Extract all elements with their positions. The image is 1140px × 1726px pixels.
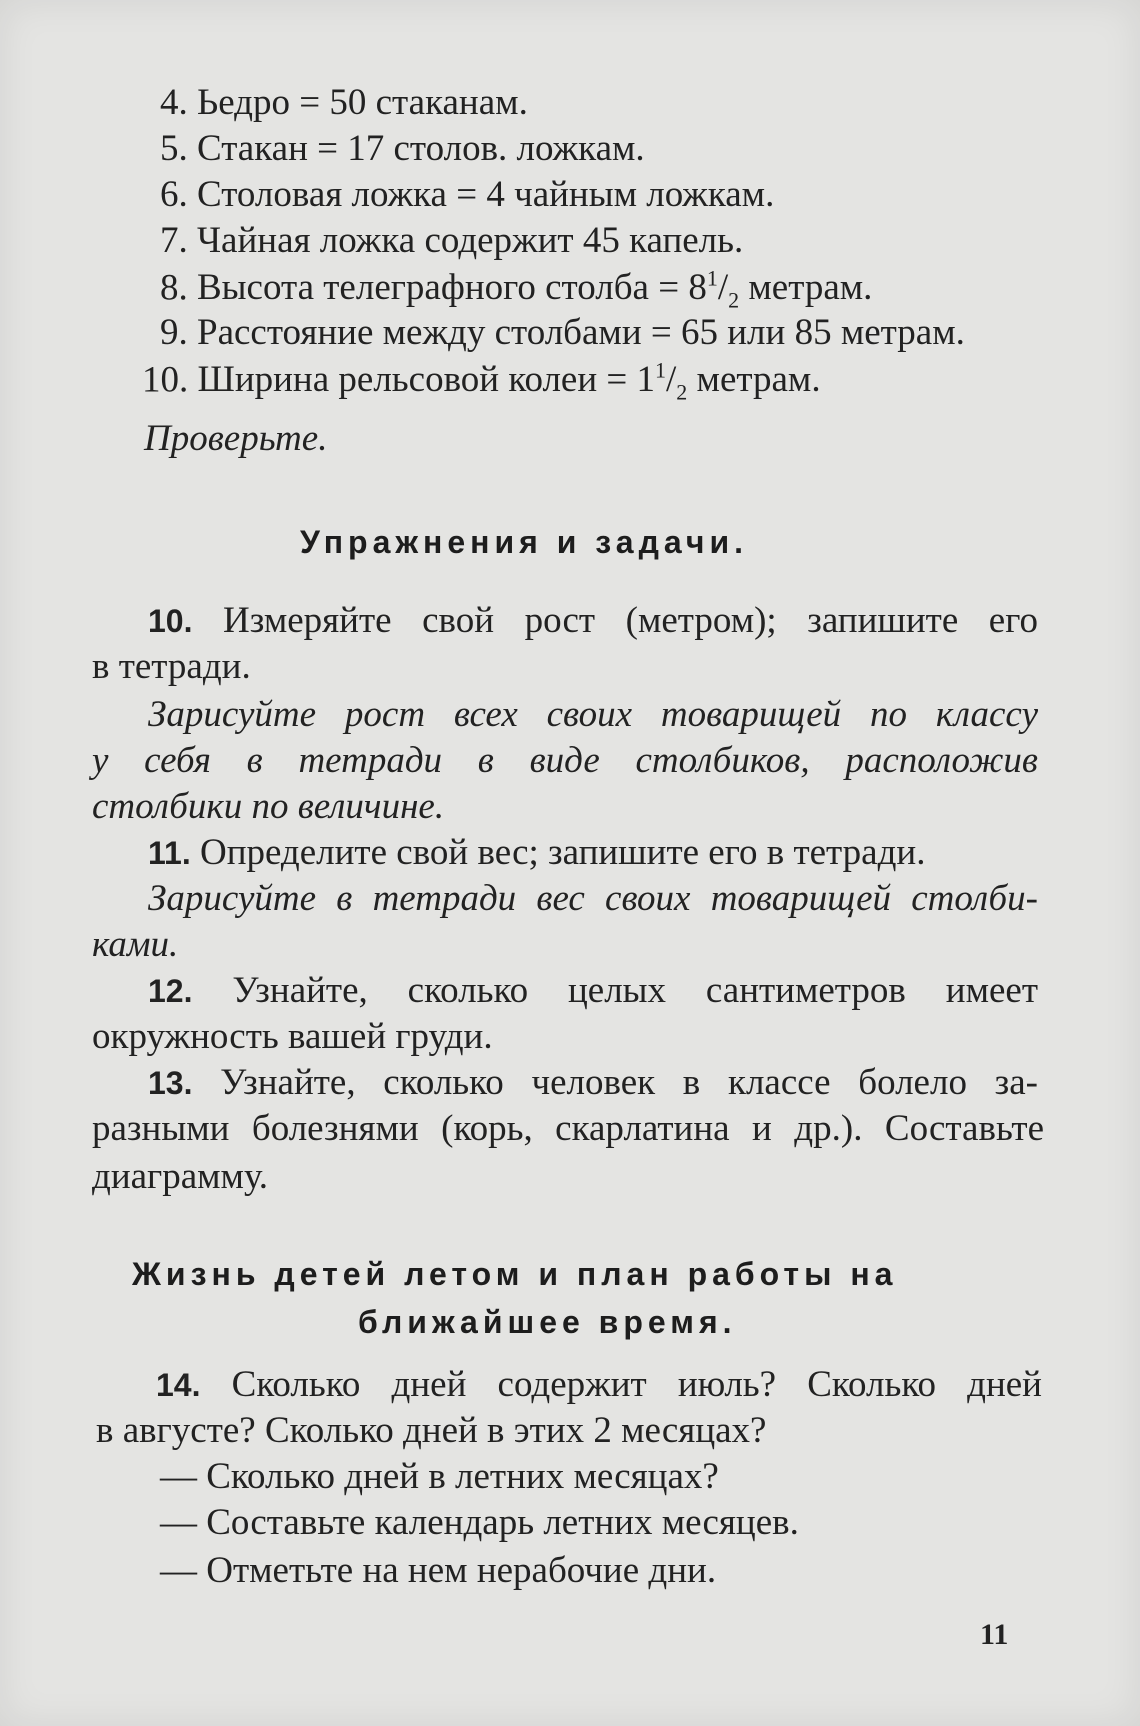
exercise-number: 10. <box>148 603 193 639</box>
exercise-13-line3: диаграмму. <box>92 1156 269 1197</box>
list-number: 8. <box>160 267 188 309</box>
list-item-9 <box>160 314 965 351</box>
exercise-11-italic-2: ками. <box>92 924 179 965</box>
exercise-10-italic-3: столбики по величине. <box>92 786 445 827</box>
list-number: 6. <box>160 174 188 215</box>
list-number: 5. <box>160 128 188 169</box>
exercise-11-italic-1: Зарисуйте в тетради вес своих товарищей столби- <box>148 878 1038 919</box>
exercise-10-line2: в тетради. <box>92 646 251 687</box>
exercise-10 <box>148 602 1038 639</box>
list-text: Чайная ложка содержит 45 капель. <box>197 220 744 261</box>
list-number: 4. <box>160 82 188 123</box>
exercise-14-dash-2: — Составьте календарь летних месяцев. <box>160 1502 799 1543</box>
exercise-text: Узнайте, сколько целых сантиметров имеет <box>192 970 1038 1011</box>
exercise-13 <box>148 1064 1038 1101</box>
exercise-text: Измеряйте свой рост (метром); запишите его <box>192 600 1038 641</box>
list-item-6 <box>160 176 774 213</box>
exercise-14-dash-3: — Отметьте на нем нерабочие дни. <box>160 1550 717 1591</box>
list-number: 10. <box>142 359 189 401</box>
exercise-number: 11. <box>148 835 191 871</box>
exercise-14-dash-1: — Сколько дней в летних месяцах? <box>160 1456 719 1497</box>
list-text: Столовая ложка = 4 чайным ложкам. <box>197 174 775 215</box>
list-text: Расстояние между столбами = 65 или 85 метрам. <box>197 312 965 353</box>
exercise-number: 14. <box>156 1367 201 1403</box>
exercise-14-line2: в августе? Сколько дней в этих 2 месяцах? <box>96 1410 767 1451</box>
list-item-10 <box>142 360 821 404</box>
exercise-text: Определите свой вес; запишите его в тетради. <box>190 832 926 873</box>
exercise-14 <box>156 1366 1042 1403</box>
exercise-11 <box>148 834 925 871</box>
section-heading-2-line2: ближайшее время. <box>358 1304 737 1340</box>
exercise-10-italic-1: Зарисуйте рост всех своих товарищей по классу <box>148 694 1038 735</box>
list-item-7 <box>160 222 743 259</box>
page-number: 11 <box>980 1618 1009 1651</box>
exercise-text: Сколько дней содержит июль? Сколько дней <box>200 1364 1042 1405</box>
exercise-12 <box>148 972 1038 1009</box>
list-text: Ьедро = 50 стаканам. <box>197 82 528 123</box>
section-heading-2-line1: Жизнь детей летом и план работы на <box>132 1256 898 1292</box>
exercise-number: 12. <box>148 973 193 1009</box>
list-item-4 <box>160 84 528 121</box>
list-text: Стакан = 17 столов. ложкам. <box>197 128 645 169</box>
list-item-5 <box>160 130 645 167</box>
check-note: Проверьте. <box>144 418 328 459</box>
list-item-8 <box>160 268 872 312</box>
exercise-number: 13. <box>148 1065 193 1101</box>
list-number: 9. <box>160 312 188 353</box>
exercise-12-line2: окружность вашей груди. <box>92 1016 493 1057</box>
list-number: 7. <box>160 220 188 261</box>
list-text: Высота телеграфного столба = $8^1/_2$ метрам. <box>197 266 873 313</box>
section-heading: Упражнения и задачи. <box>300 524 749 560</box>
exercise-13-line2: разными болезнями (корь, скарлатина и др.). Составьте <box>92 1108 1044 1149</box>
list-text: Ширина рельсовой колеи = $1^1/_2$ метрам. <box>197 358 821 405</box>
exercise-10-italic-2: у себя в тетради в виде столбиков, расположив <box>92 740 1038 781</box>
exercise-text: Узнайте, сколько человек в классе болело за- <box>192 1062 1038 1103</box>
